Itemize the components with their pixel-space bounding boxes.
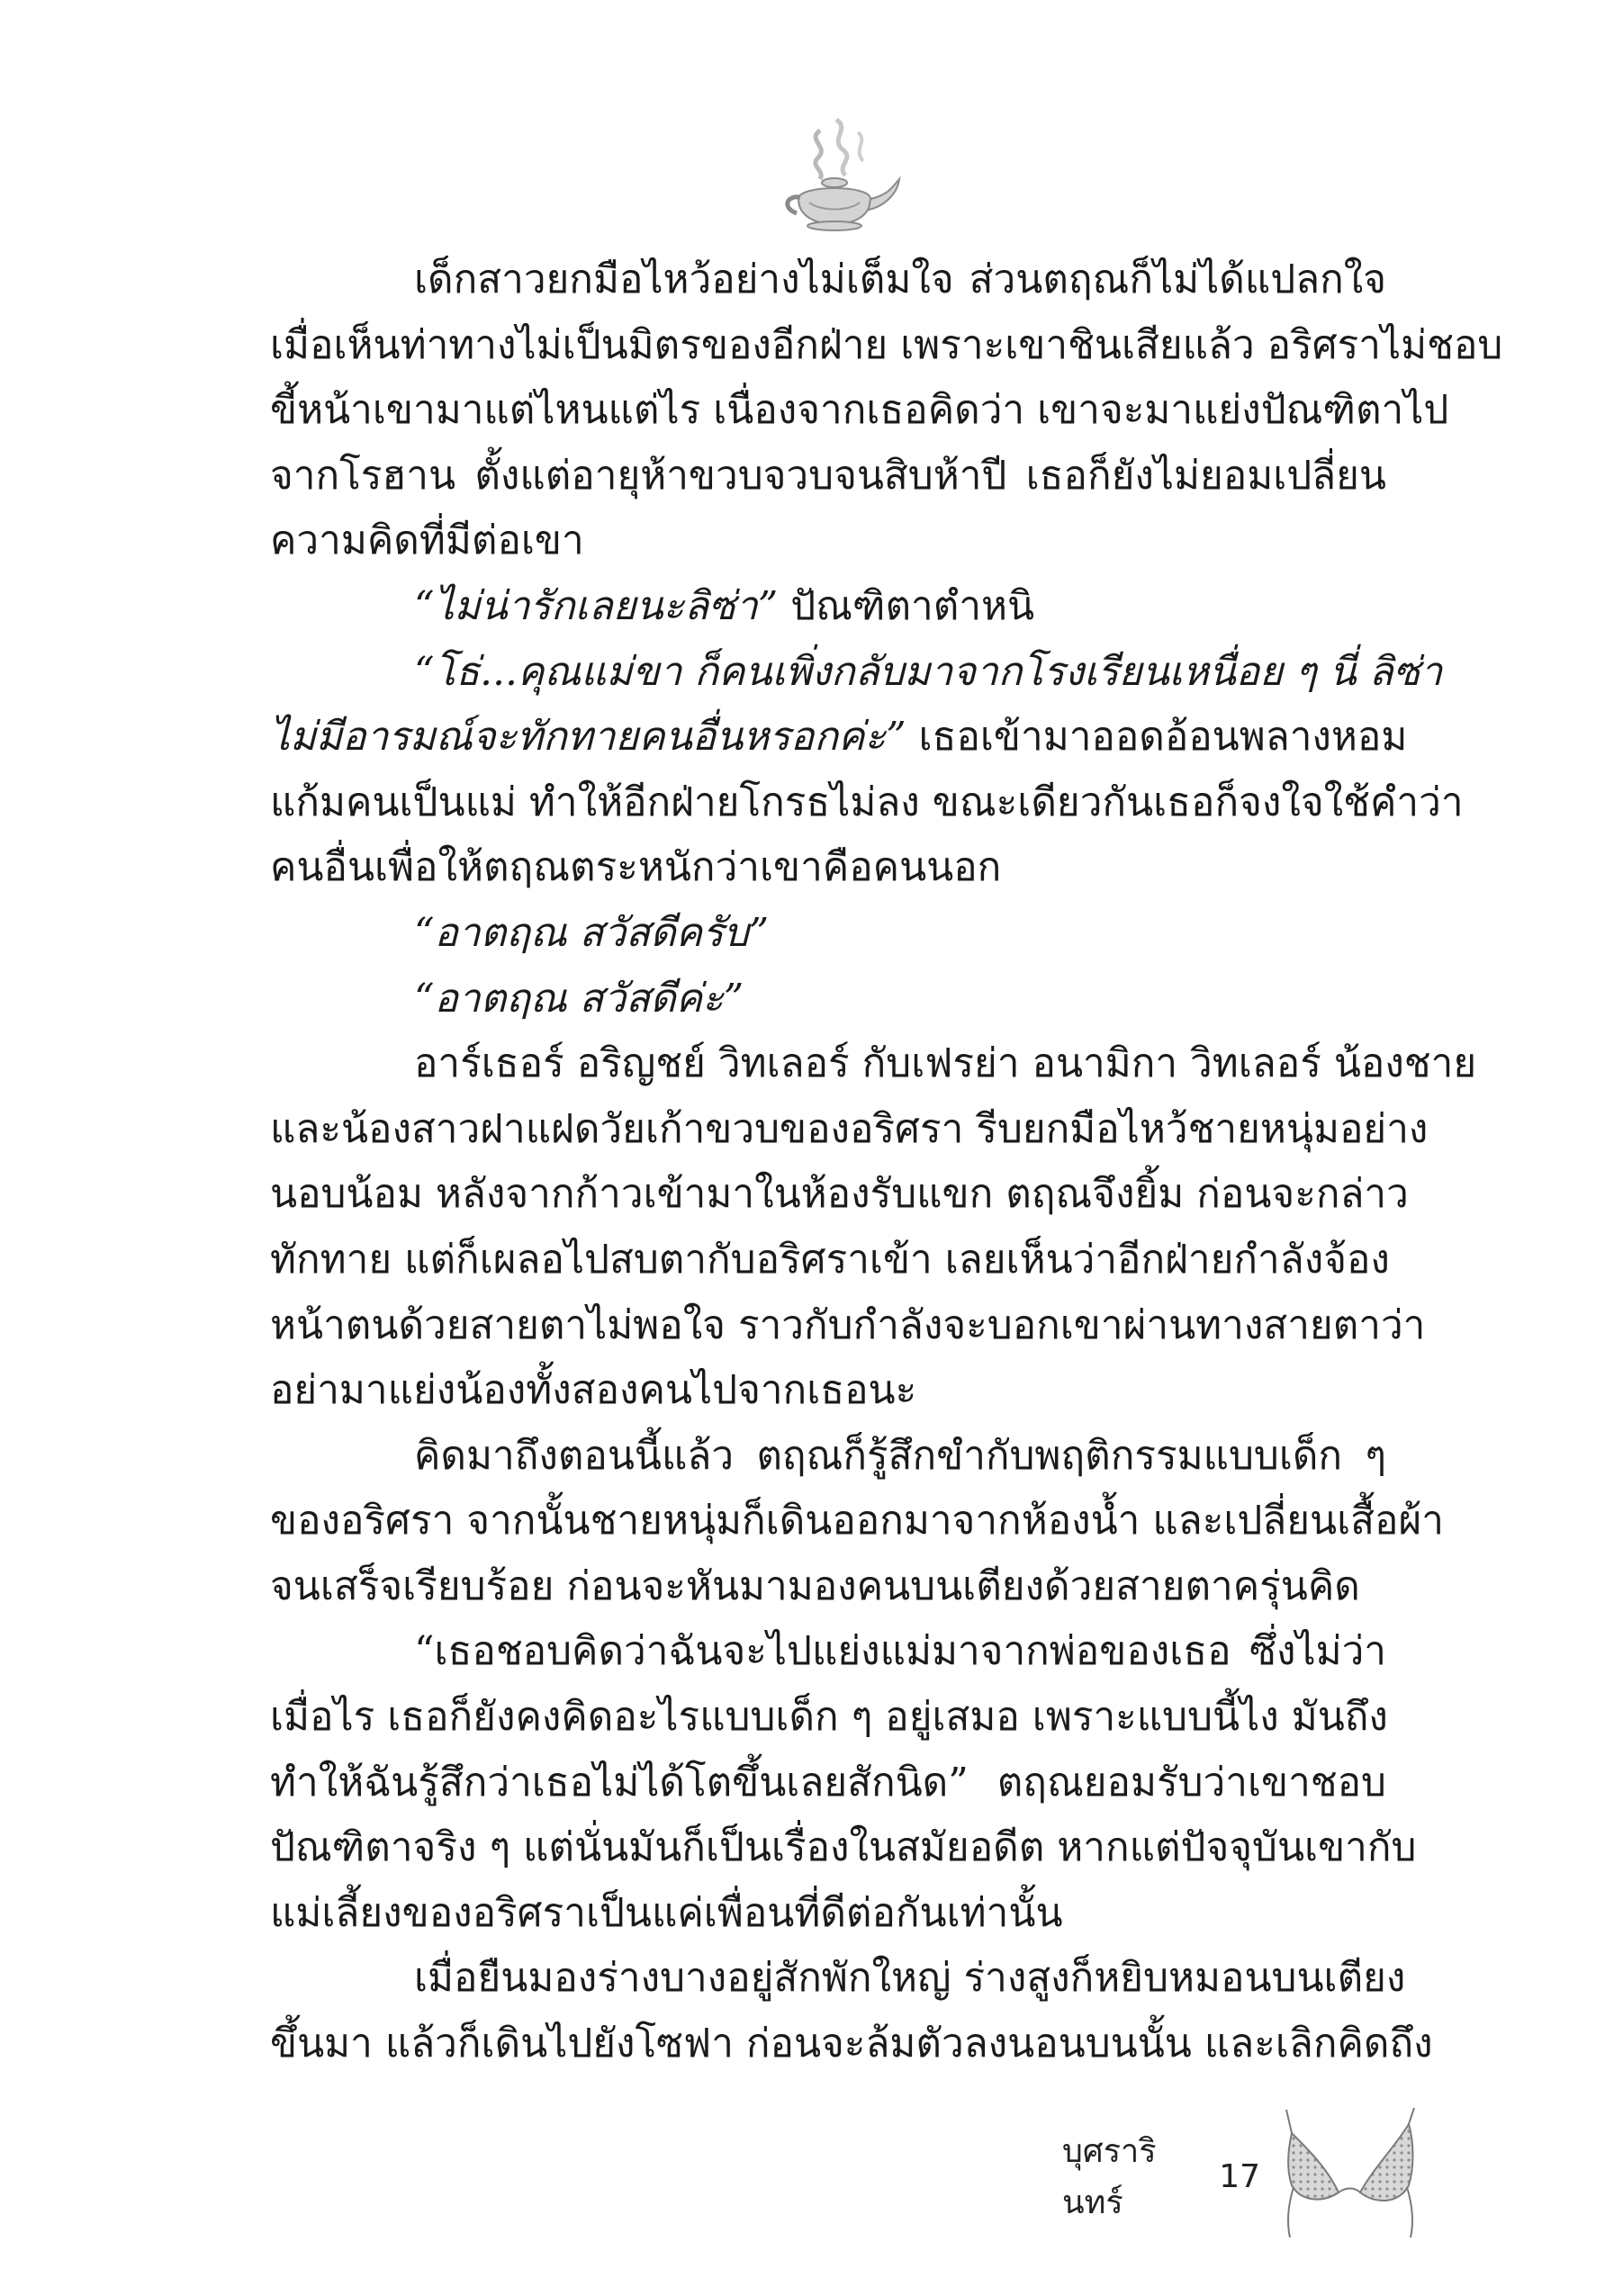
dialogue-quote: “อาตฤณ สวัสดีครับ”	[414, 909, 770, 956]
paragraph-line: แก้มคนเป็นแม่ ทำให้อีกฝ่ายโกรธไม่ลง ขณะเดียวกันเธอก็จงใจใช้คำว่า	[270, 779, 1464, 825]
dialogue-line	[270, 967, 1386, 1032]
dialogue-attribution: เธอเข้ามาออดอ้อนพลางหอม	[906, 714, 1408, 761]
paragraph-line: อย่ามาแย่งน้องทั้งสองคนไปจากเธอนะ	[270, 1367, 917, 1414]
paragraph-line: ของอริศรา จากนั้นชายหนุ่มก็เดินออกมาจากห้องน้ำ และเปลี่ยนเสื้อผ้า	[270, 1498, 1444, 1544]
paragraph-line: นอบน้อม หลังจากก้าวเข้ามาในห้องรับแขก ตฤณจึงยิ้ม ก่อนจะกล่าว	[270, 1171, 1409, 1218]
paragraph-line: และน้องสาวฝาแฝดวัยเก้าขวบของอริศรา รีบยกมือไหว้ชายหนุ่มอย่าง	[270, 1105, 1429, 1152]
paragraph-line: ปัณฑิตาจริง ๆ แต่นั่นมันก็เป็นเรื่องในสมัยอดีต หากแต่ปัจจุบันเขากับ	[270, 1824, 1417, 1871]
paragraph-line: แม่เลี้ยงของอริศราเป็นแค่เพื่อนที่ดีต่อกันเท่านั้น	[270, 1889, 1063, 1936]
paragraph-line: คิดมาถึงตอนนี้แล้ว ตฤณก็รู้สึกขำกับพฤติกรรมแบบเด็ก ๆ	[414, 1432, 1386, 1479]
page-number: 17	[1219, 2157, 1260, 2195]
paragraph-line: จนเสร็จเรียบร้อย ก่อนจะหันมามองคนบนเตียงด้วยสายตาครุ่นคิด	[270, 1562, 1360, 1609]
dialogue-attribution: ปัณฑิตาตำหนิ	[778, 582, 1035, 629]
dialogue-line	[270, 574, 1386, 640]
paragraph-line: หน้าตนด้วยสายตาไม่พอใจ ราวกับกำลังจะบอกเขาผ่านทางสายตาว่า	[270, 1301, 1426, 1348]
paragraph-line: เมื่อเห็นท่าทางไม่เป็นมิตรของอีกฝ่าย เพราะเขาชินเสียแล้ว อริศราไม่ชอบ	[270, 321, 1503, 368]
dialogue-line	[270, 640, 1443, 706]
dialogue-line	[270, 901, 1386, 967]
paragraph-line: เด็กสาวยกมือไหว้อย่างไม่เต็มใจ ส่วนตฤณก็ไม่ได้แปลกใจ	[414, 257, 1386, 302]
dialogue-quote: “ไม่น่ารักเลยนะลิซ่า”	[414, 582, 779, 629]
paragraph-line: ทำให้ฉันรู้สึกว่าเธอไม่ได้โตขึ้นเลยสักนิด” ตฤณยอมรับว่าเขาชอบ	[270, 1759, 1386, 1805]
paragraph-line: อาร์เธอร์ อริญชย์ วิทเลอร์ กับเฟรย่า อนามิกา วิทเลอร์ น้องชาย	[414, 1040, 1477, 1087]
paragraph-line: จากโรฮาน ตั้งแต่อายุห้าขวบจวบจนสิบห้าปี เธอก็ยังไม่ยอมเปลี่ยน	[270, 452, 1386, 499]
paragraph-line: “เธอชอบคิดว่าฉันจะไปแย่งแม่มาจากพ่อของเธอ ซึ่งไม่ว่า	[414, 1628, 1386, 1675]
paragraph-line: เมื่อยืนมองร่างบางอยู่สักพักใหญ่ ร่างสูงก็หยิบหมอนบนเตียง	[414, 1955, 1406, 2002]
paragraph-line: ทักทาย แต่ก็เผลอไปสบตากับอริศราเข้า เลยเห็นว่าอีกฝ่ายกำลังจ้อง	[270, 1236, 1390, 1283]
bikini-top-icon	[1283, 2106, 1418, 2241]
teapot-with-steam-icon	[766, 113, 903, 235]
paragraph-line: ขึ้นมา แล้วก็เดินไปยังโซฟา ก่อนจะล้มตัวลงนอนบนนั้น และเลิกคิดถึง	[270, 2021, 1433, 2067]
paragraph-line: ความคิดที่มีต่อเขา	[270, 518, 584, 564]
paragraph-line: เมื่อไร เธอก็ยังคงคิดอะไรแบบเด็ก ๆ อยู่เสมอ เพราะแบบนี้ไง มันถึง	[270, 1694, 1388, 1741]
dialogue-quote: “โธ่...คุณแม่ขา ก็คนเพิ่งกลับมาจากโรงเรียนเหนื่อย ๆ นี่ ลิซ่า	[414, 648, 1443, 695]
paragraph-line: คนอื่นเพื่อให้ตฤณตระหนักว่าเขาคือคนนอก	[270, 844, 1002, 891]
body-text	[270, 248, 1503, 2077]
author-name: บุศรารินทร์	[1062, 2133, 1157, 2221]
paragraph-line: ขี้หน้าเขามาแต่ไหนแต่ไร เนื่องจากเธอคิดว่า เขาจะมาแย่งปัณฑิตาไป	[270, 387, 1449, 434]
dialogue-quote: “อาตฤณ สวัสดีค่ะ”	[414, 975, 744, 1022]
dialogue-line	[270, 705, 1408, 770]
dialogue-quote: ไม่มีอารมณ์จะทักทายคนอื่นหรอกค่ะ”	[270, 714, 906, 761]
page-footer	[1062, 2133, 1260, 2221]
